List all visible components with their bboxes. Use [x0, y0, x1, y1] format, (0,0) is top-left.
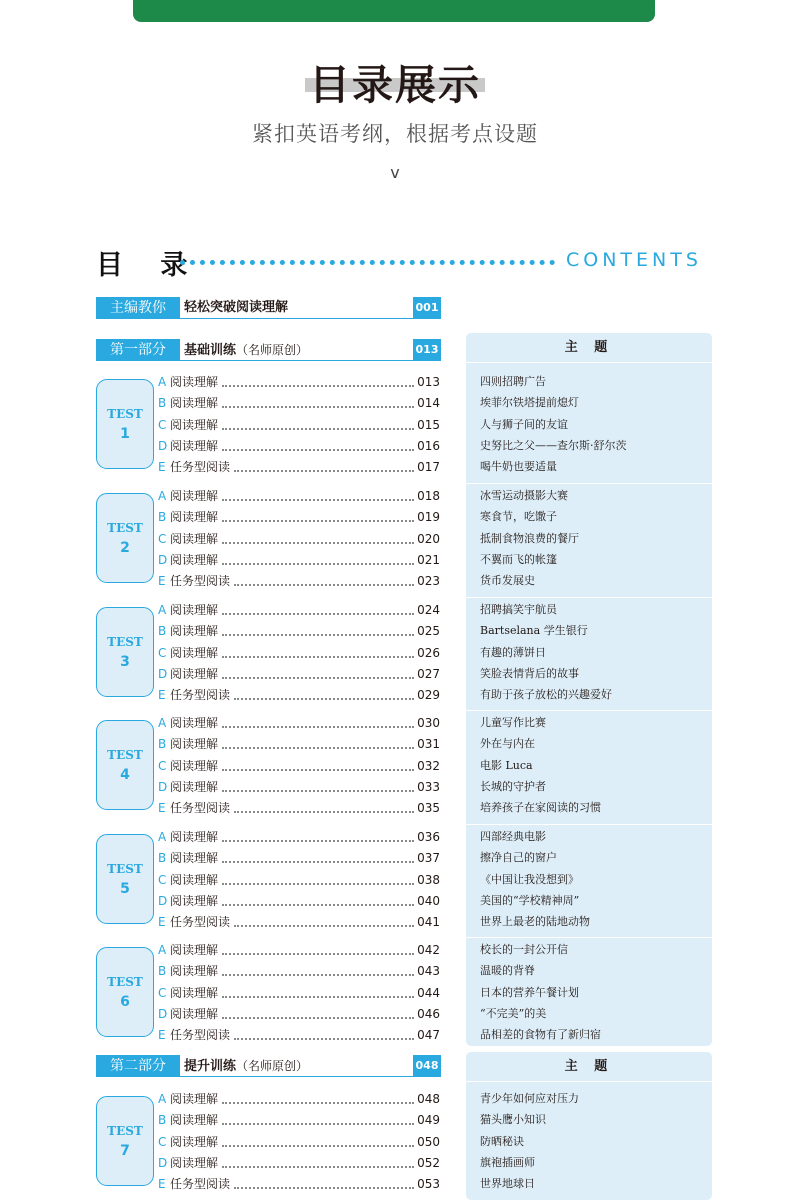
- theme-topic: 冰雪运动摄影大赛: [480, 489, 568, 502]
- theme-topic: 擦净自己的窗户: [480, 851, 557, 865]
- toc-item: [158, 1026, 440, 1044]
- test-number: 4: [120, 767, 130, 783]
- theme-topic: 喝牛奶也要适量: [480, 460, 557, 474]
- item-page: 032: [417, 758, 440, 773]
- item-letter: A: [158, 1092, 167, 1106]
- toc-item: [158, 622, 440, 640]
- theme-topic: 不翼而飞的帐篷: [480, 552, 557, 566]
- theme-divider: [466, 824, 712, 825]
- item-letter: B: [158, 396, 167, 411]
- item-page: 025: [417, 624, 440, 639]
- item-letter: C: [158, 985, 167, 1000]
- toc-item: [158, 1133, 440, 1151]
- theme-topic: 校长的一封公开信: [480, 943, 568, 956]
- item-label: 阅读理解: [170, 666, 219, 681]
- item-page: 041: [417, 915, 440, 930]
- dot-leader: [222, 406, 414, 408]
- item-page: 037: [417, 851, 440, 866]
- theme-topic: 招聘搞笑宇航员: [480, 603, 557, 616]
- item-label: 阅读理解: [170, 645, 219, 660]
- item-page: 024: [417, 603, 440, 617]
- item-letter: C: [158, 1134, 167, 1149]
- theme-topic: 笑脸表情背后的故事: [480, 666, 579, 680]
- theme-topic: 世界地球日: [480, 1177, 535, 1191]
- dot-leader: [222, 974, 414, 976]
- item-letter: B: [158, 964, 167, 979]
- toc-item: [158, 778, 440, 796]
- dot-leader: [222, 953, 414, 955]
- theme-topic: 寒食节，吃馓子: [480, 510, 557, 524]
- test-number: 7: [120, 1143, 130, 1159]
- theme-divider: [466, 597, 712, 598]
- item-label: 阅读理解: [170, 510, 219, 525]
- item-label: 任务型阅读: [170, 1028, 231, 1043]
- dot-leader: [222, 769, 414, 771]
- item-letter: C: [158, 531, 167, 546]
- toc-item: [158, 458, 440, 476]
- toc-item: [158, 892, 440, 910]
- theme-header: 主 题: [466, 1052, 712, 1082]
- test-badge: [96, 493, 154, 583]
- dot-leader: [222, 520, 414, 522]
- test-word: TEST: [107, 862, 143, 876]
- section-title: 轻松突破阅读理解: [184, 300, 289, 315]
- item-label: 阅读理解: [170, 603, 219, 617]
- test-number: 6: [120, 994, 130, 1010]
- theme-topic: 《中国让我没想到》: [480, 872, 579, 886]
- toc-item: [158, 508, 440, 526]
- toc-item: [158, 437, 440, 455]
- section-underline: [180, 360, 441, 361]
- test-badge: [96, 1096, 154, 1186]
- theme-topic: 品相差的食物有了新归宿: [480, 1028, 601, 1042]
- page-subtitle: 紧扣英语考纲，根据考点设题: [252, 122, 538, 146]
- toc-item: [158, 984, 440, 1002]
- toc-item: [158, 416, 440, 434]
- item-page: 016: [417, 438, 440, 453]
- item-label: 阅读理解: [170, 893, 219, 908]
- item-letter: C: [158, 645, 167, 660]
- section-tag: 第一部分: [96, 339, 180, 361]
- dot-leader: [222, 542, 414, 544]
- toc-item: [158, 941, 440, 959]
- item-label: 任务型阅读: [170, 915, 231, 930]
- item-page: 031: [417, 737, 440, 752]
- item-label: 阅读理解: [170, 758, 219, 773]
- item-page: 014: [417, 396, 440, 411]
- item-page: 036: [417, 830, 440, 844]
- item-letter: D: [158, 1006, 168, 1021]
- item-letter: A: [158, 375, 167, 389]
- test-number: 2: [120, 540, 130, 556]
- test-word: TEST: [107, 521, 143, 535]
- item-letter: D: [158, 666, 168, 681]
- item-page: 053: [417, 1177, 440, 1192]
- top-green-bar: [133, 0, 655, 22]
- item-page: 029: [417, 688, 440, 703]
- item-letter: A: [158, 943, 167, 957]
- item-letter: E: [158, 801, 166, 816]
- toc-item: [158, 871, 440, 889]
- theme-topic: 培养孩子在家阅读的习惯: [480, 801, 601, 815]
- item-page: 030: [417, 716, 440, 730]
- dot-leader: [222, 634, 414, 636]
- dot-leader: [222, 499, 414, 501]
- section-page-number: 013: [413, 339, 441, 361]
- theme-topic: 长城的守护者: [480, 779, 546, 793]
- item-letter: D: [158, 893, 168, 908]
- theme-topic: 有趣的薄饼日: [480, 645, 546, 659]
- dot-leader: [234, 698, 414, 700]
- toc-item: [158, 394, 440, 412]
- item-page: 015: [417, 417, 440, 432]
- item-letter: B: [158, 737, 167, 752]
- item-label: 任务型阅读: [170, 688, 231, 703]
- item-page: 040: [417, 893, 440, 908]
- toc-item: [158, 1175, 440, 1193]
- item-label: 任务型阅读: [170, 574, 231, 589]
- test-word: TEST: [107, 1124, 143, 1138]
- item-letter: B: [158, 624, 167, 639]
- item-page: 050: [417, 1134, 440, 1149]
- item-letter: E: [158, 460, 166, 475]
- section-tag: 第二部分: [96, 1055, 180, 1077]
- item-label: 阅读理解: [170, 737, 219, 752]
- theme-topic: 温暖的背脊: [480, 964, 535, 978]
- item-page: 027: [417, 666, 440, 681]
- theme-divider: [466, 937, 712, 938]
- dot-leader: [222, 861, 414, 863]
- item-page: 023: [417, 574, 440, 589]
- test-badge: [96, 947, 154, 1037]
- toc-item: [158, 373, 440, 391]
- toc-item: [158, 714, 440, 732]
- item-letter: A: [158, 716, 167, 730]
- dot-leader: [222, 790, 414, 792]
- theme-divider: [466, 710, 712, 711]
- test-word: TEST: [107, 975, 143, 989]
- section-underline: [180, 318, 441, 319]
- chevron-down-icon: v: [390, 163, 400, 182]
- item-letter: E: [158, 688, 166, 703]
- toc-dotted-divider: [180, 260, 555, 265]
- dot-leader: [222, 428, 414, 430]
- theme-topic: 史努比之父——查尔斯·舒尔茨: [480, 438, 627, 452]
- toc-item: [158, 601, 440, 619]
- item-page: 019: [417, 510, 440, 525]
- section-title: 基础训练（名师原创）: [184, 343, 309, 358]
- theme-topic: 人与狮子间的友谊: [480, 417, 568, 431]
- test-word: TEST: [107, 635, 143, 649]
- section-intro: [96, 297, 441, 319]
- toc-item: [158, 757, 440, 775]
- item-label: 阅读理解: [170, 624, 219, 639]
- toc-item: [158, 1111, 440, 1129]
- dot-leader: [234, 811, 414, 813]
- theme-topic: “不完美”的美: [480, 1006, 547, 1020]
- item-letter: C: [158, 417, 167, 432]
- dot-leader: [222, 1102, 414, 1104]
- toc-contents-label: CONTENTS: [566, 249, 702, 271]
- dot-leader: [222, 449, 414, 451]
- item-page: 021: [417, 552, 440, 567]
- dot-leader: [222, 840, 414, 842]
- item-letter: E: [158, 574, 166, 589]
- toc-item: [158, 913, 440, 931]
- dot-leader: [222, 726, 414, 728]
- theme-topic: 电影 Luca: [480, 758, 533, 772]
- item-letter: C: [158, 872, 167, 887]
- item-label: 阅读理解: [170, 964, 219, 979]
- item-page: 026: [417, 645, 440, 660]
- dot-leader: [222, 883, 414, 885]
- item-label: 阅读理解: [170, 716, 219, 730]
- toc-item: [158, 487, 440, 505]
- item-page: 048: [417, 1092, 440, 1106]
- toc-item: [158, 644, 440, 662]
- dot-leader: [222, 1145, 414, 1147]
- section-part1: [96, 339, 441, 361]
- item-page: 044: [417, 985, 440, 1000]
- test-badge: [96, 834, 154, 924]
- item-letter: D: [158, 779, 168, 794]
- theme-topic: 货币发展史: [480, 574, 535, 588]
- test-word: TEST: [107, 748, 143, 762]
- toc-heading: 目 录: [96, 250, 202, 281]
- theme-topic: 儿童写作比赛: [480, 716, 546, 729]
- toc-item: [158, 530, 440, 548]
- toc-item: [158, 962, 440, 980]
- item-page: 049: [417, 1113, 440, 1128]
- item-letter: C: [158, 758, 167, 773]
- theme-topic: 日本的营养午餐计划: [480, 985, 579, 999]
- theme-topic: 防晒秘诀: [480, 1134, 524, 1148]
- item-label: 阅读理解: [170, 375, 219, 389]
- item-page: 052: [417, 1155, 440, 1170]
- theme-divider: [466, 483, 712, 484]
- toc-item: [158, 551, 440, 569]
- dot-leader: [222, 1017, 414, 1019]
- toc-item: [158, 572, 440, 590]
- dot-leader: [222, 996, 414, 998]
- item-label: 阅读理解: [170, 1092, 219, 1106]
- dot-leader: [222, 747, 414, 749]
- item-label: 阅读理解: [170, 943, 219, 957]
- dot-leader: [222, 613, 414, 615]
- item-label: 阅读理解: [170, 489, 219, 503]
- dot-leader: [234, 470, 414, 472]
- item-label: 阅读理解: [170, 851, 219, 866]
- test-number: 1: [120, 426, 130, 442]
- item-page: 013: [417, 375, 440, 389]
- item-letter: B: [158, 851, 167, 866]
- toc-item: [158, 1154, 440, 1172]
- dot-leader: [222, 677, 414, 679]
- item-page: 047: [417, 1028, 440, 1043]
- toc-item: [158, 1090, 440, 1108]
- item-letter: E: [158, 1177, 166, 1192]
- item-letter: D: [158, 1155, 168, 1170]
- item-letter: D: [158, 552, 168, 567]
- theme-topic: 青少年如何应对压力: [480, 1092, 579, 1105]
- item-page: 017: [417, 460, 440, 475]
- item-page: 035: [417, 801, 440, 816]
- item-letter: E: [158, 1028, 166, 1043]
- item-label: 阅读理解: [170, 531, 219, 546]
- item-letter: A: [158, 489, 167, 503]
- toc-item: [158, 665, 440, 683]
- section-tag: 主编教你: [96, 297, 180, 319]
- item-label: 阅读理解: [170, 779, 219, 794]
- theme-topic: Bartselana 学生银行: [480, 624, 588, 638]
- item-page: 043: [417, 964, 440, 979]
- theme-topic: 四则招聘广告: [480, 375, 546, 388]
- item-letter: D: [158, 438, 168, 453]
- theme-topic: 有助于孩子放松的兴趣爱好: [480, 688, 612, 702]
- toc-item: [158, 1005, 440, 1023]
- test-word: TEST: [107, 407, 143, 421]
- item-label: 阅读理解: [170, 1006, 219, 1021]
- dot-leader: [234, 1187, 414, 1189]
- item-letter: E: [158, 915, 166, 930]
- item-letter: B: [158, 1113, 167, 1128]
- toc-item: [158, 828, 440, 846]
- item-label: 任务型阅读: [170, 801, 231, 816]
- toc-item: [158, 849, 440, 867]
- toc-item: [158, 686, 440, 704]
- dot-leader: [222, 656, 414, 658]
- section-title: 提升训练（名师原创）: [184, 1059, 309, 1074]
- item-page: 038: [417, 872, 440, 887]
- dot-leader: [234, 925, 414, 927]
- theme-topic: 外在与内在: [480, 737, 535, 751]
- theme-topic: 美国的“学校精神周”: [480, 893, 580, 907]
- test-badge: [96, 607, 154, 697]
- section-subtitle: （名师原创）: [236, 343, 309, 357]
- test-number: 5: [120, 881, 130, 897]
- dot-leader: [222, 563, 414, 565]
- test-badge: [96, 720, 154, 810]
- item-label: 阅读理解: [170, 417, 219, 432]
- dot-leader: [234, 1038, 414, 1040]
- dot-leader: [222, 1123, 414, 1125]
- item-page: 046: [417, 1006, 440, 1021]
- item-label: 任务型阅读: [170, 1177, 231, 1192]
- item-letter: A: [158, 830, 167, 844]
- item-page: 042: [417, 943, 440, 957]
- item-label: 阅读理解: [170, 1134, 219, 1149]
- dot-leader: [234, 584, 414, 586]
- item-letter: B: [158, 510, 167, 525]
- section-page-number: 048: [413, 1055, 441, 1077]
- test-number: 3: [120, 654, 130, 670]
- section-underline: [180, 1076, 441, 1077]
- page-title: 目录展示: [309, 61, 481, 109]
- dot-leader: [222, 1166, 414, 1168]
- theme-topic: 旗袍插画师: [480, 1155, 535, 1169]
- item-label: 任务型阅读: [170, 460, 231, 475]
- theme-topic: 埃菲尔铁塔提前熄灯: [480, 396, 579, 410]
- dot-leader: [222, 904, 414, 906]
- theme-header: 主 题: [466, 333, 712, 363]
- theme-topic: 世界上最老的陆地动物: [480, 915, 590, 929]
- toc-item: [158, 799, 440, 817]
- theme-topic: 四部经典电影: [480, 830, 546, 843]
- test-badge: [96, 379, 154, 469]
- dot-leader: [222, 385, 414, 387]
- item-label: 阅读理解: [170, 396, 219, 411]
- theme-topic: 猫头鹰小知识: [480, 1113, 546, 1127]
- item-label: 阅读理解: [170, 1155, 219, 1170]
- item-page: 018: [417, 489, 440, 503]
- item-page: 020: [417, 531, 440, 546]
- item-label: 阅读理解: [170, 985, 219, 1000]
- item-label: 阅读理解: [170, 438, 219, 453]
- item-label: 阅读理解: [170, 1113, 219, 1128]
- item-label: 阅读理解: [170, 872, 219, 887]
- theme-topic: 抵制食物浪费的餐厅: [480, 531, 579, 545]
- item-letter: A: [158, 603, 167, 617]
- item-label: 阅读理解: [170, 552, 219, 567]
- section-page-number: 001: [413, 297, 441, 319]
- section-part2: [96, 1055, 441, 1077]
- item-page: 033: [417, 779, 440, 794]
- toc-item: [158, 735, 440, 753]
- section-subtitle: （名师原创）: [236, 1059, 309, 1073]
- item-label: 阅读理解: [170, 830, 219, 844]
